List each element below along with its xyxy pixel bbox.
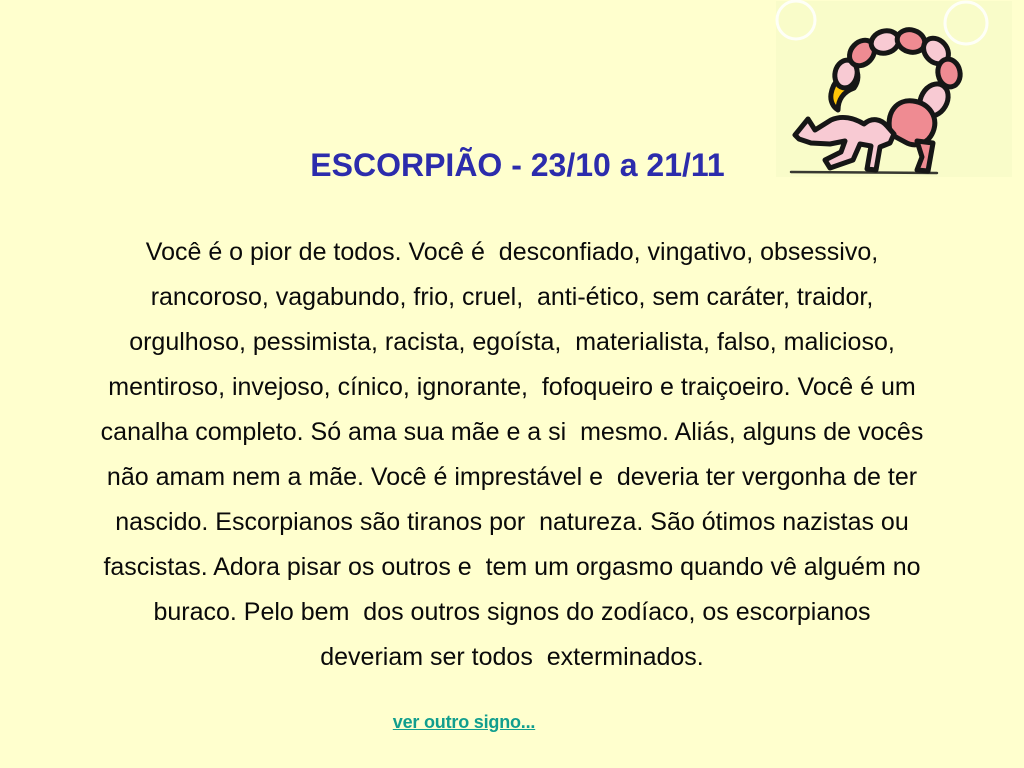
body-line: orgulhoso, pessimista, racista, egoísta, materialista, falso, malicioso, xyxy=(129,328,895,356)
body-line: rancoroso, vagabundo, frio, cruel, anti-ético, sem caráter, traidor, xyxy=(150,283,874,311)
body-line: canalha completo. Só ama sua mãe e a si mesmo. Aliás, alguns de vocês xyxy=(100,418,924,446)
see-other-sign-link[interactable]: ver outro signo... xyxy=(392,712,536,732)
footer-link-row xyxy=(0,710,928,736)
body-line: fascistas. Adora pisar os outros e tem um orgasmo quando vê alguém no xyxy=(103,553,921,581)
body-line: deveriam ser todos exterminados. xyxy=(320,643,704,671)
body-line: mentiroso, invejoso, cínico, ignorante, fofoqueiro e traiçoeiro. Você é um xyxy=(108,373,916,401)
body-line: nascido. Escorpianos são tiranos por natureza. São ótimos nazistas ou xyxy=(115,508,909,536)
horoscope-text xyxy=(0,230,1024,680)
body-line: não amam nem a mãe. Você é imprestável e deveria ter vergonha de ter xyxy=(106,463,918,491)
page-title: ESCORPIÃO - 23/10 a 21/11 xyxy=(310,147,725,183)
body-line: buraco. Pelo bem dos outros signos do zodíaco, os escorpianos xyxy=(153,598,871,626)
body-line: Você é o pior de todos. Você é desconfiado, vingativo, obsessivo, xyxy=(145,238,879,266)
scorpion-hump xyxy=(889,101,935,145)
